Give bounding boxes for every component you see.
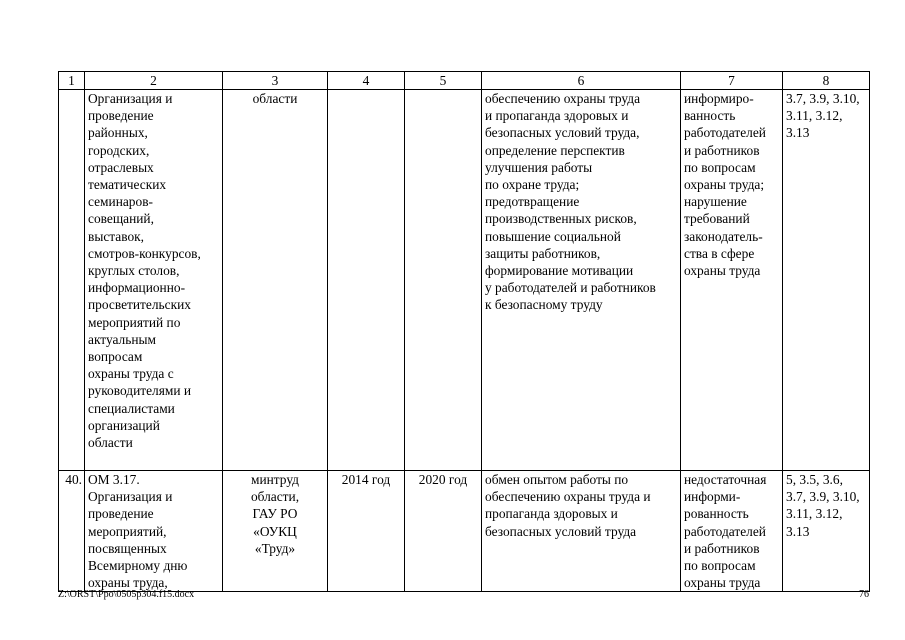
row-number xyxy=(59,90,85,471)
col-header-6: 6 xyxy=(482,72,681,90)
page-number: 76 xyxy=(859,589,869,600)
header-row xyxy=(59,72,870,90)
end-date-cell: 2020 год xyxy=(405,471,482,592)
col-header-7: 7 xyxy=(681,72,783,90)
activity-cell: ОМ 3.17. Организация и проведение мероприятий, посвященных Всемирному дню охраны труда, xyxy=(85,471,223,592)
indicator-cell: 5, 3.5, 3.6, 3.7, 3.9, 3.10, 3.11, 3.12, 3.13 xyxy=(783,471,870,592)
end-date-cell xyxy=(405,90,482,471)
result-cell: обмен опытом работы по обеспечению охраны труда и пропаганда здоровых и безопасных условий труда xyxy=(482,471,681,592)
consequence-cell: информиро- ванность работодателей и работников по вопросам охраны труда; нарушение требований законодатель- ства в сфере охраны труда xyxy=(681,90,783,471)
executor-cell: минтруд области, ГАУ РО «ОУКЦ «Труд» xyxy=(223,471,328,592)
activity-cell: Организация и проведение районных, городских, отраслевых тематических семинаров- совещаний, выставок, смотров-конкурсов, круглых столов, информационно- просветительских мероприятий по актуальным вопросам охраны труда с руководителями и специалистами организаций области xyxy=(85,90,223,471)
start-date-cell: 2014 год xyxy=(328,471,405,592)
table-row xyxy=(59,90,870,471)
col-header-8: 8 xyxy=(783,72,870,90)
consequence-cell: недостаточная информи- рованность работодателей и работников по вопросам охраны труда xyxy=(681,471,783,592)
col-header-2: 2 xyxy=(85,72,223,90)
file-path: Z:\ORST\Ppo\0505p304.f15.docx xyxy=(58,589,195,600)
executor-cell: области xyxy=(223,90,328,471)
col-header-4: 4 xyxy=(328,72,405,90)
col-header-1: 1 xyxy=(59,72,85,90)
indicator-cell: 3.7, 3.9, 3.10, 3.11, 3.12, 3.13 xyxy=(783,90,870,471)
table-row xyxy=(59,471,870,592)
col-header-5: 5 xyxy=(405,72,482,90)
col-header-3: 3 xyxy=(223,72,328,90)
start-date-cell xyxy=(328,90,405,471)
result-cell: обеспечению охраны труда и пропаганда здоровых и безопасных условий труда, определение перспектив улучшения работы по охране труда; предотвращение производственных рисков, повышение социальной защиты работников, формирование мотивации у работодателей и работников к безопасному труду xyxy=(482,90,681,471)
row-number: 40. xyxy=(59,471,85,592)
data-table xyxy=(58,71,870,592)
